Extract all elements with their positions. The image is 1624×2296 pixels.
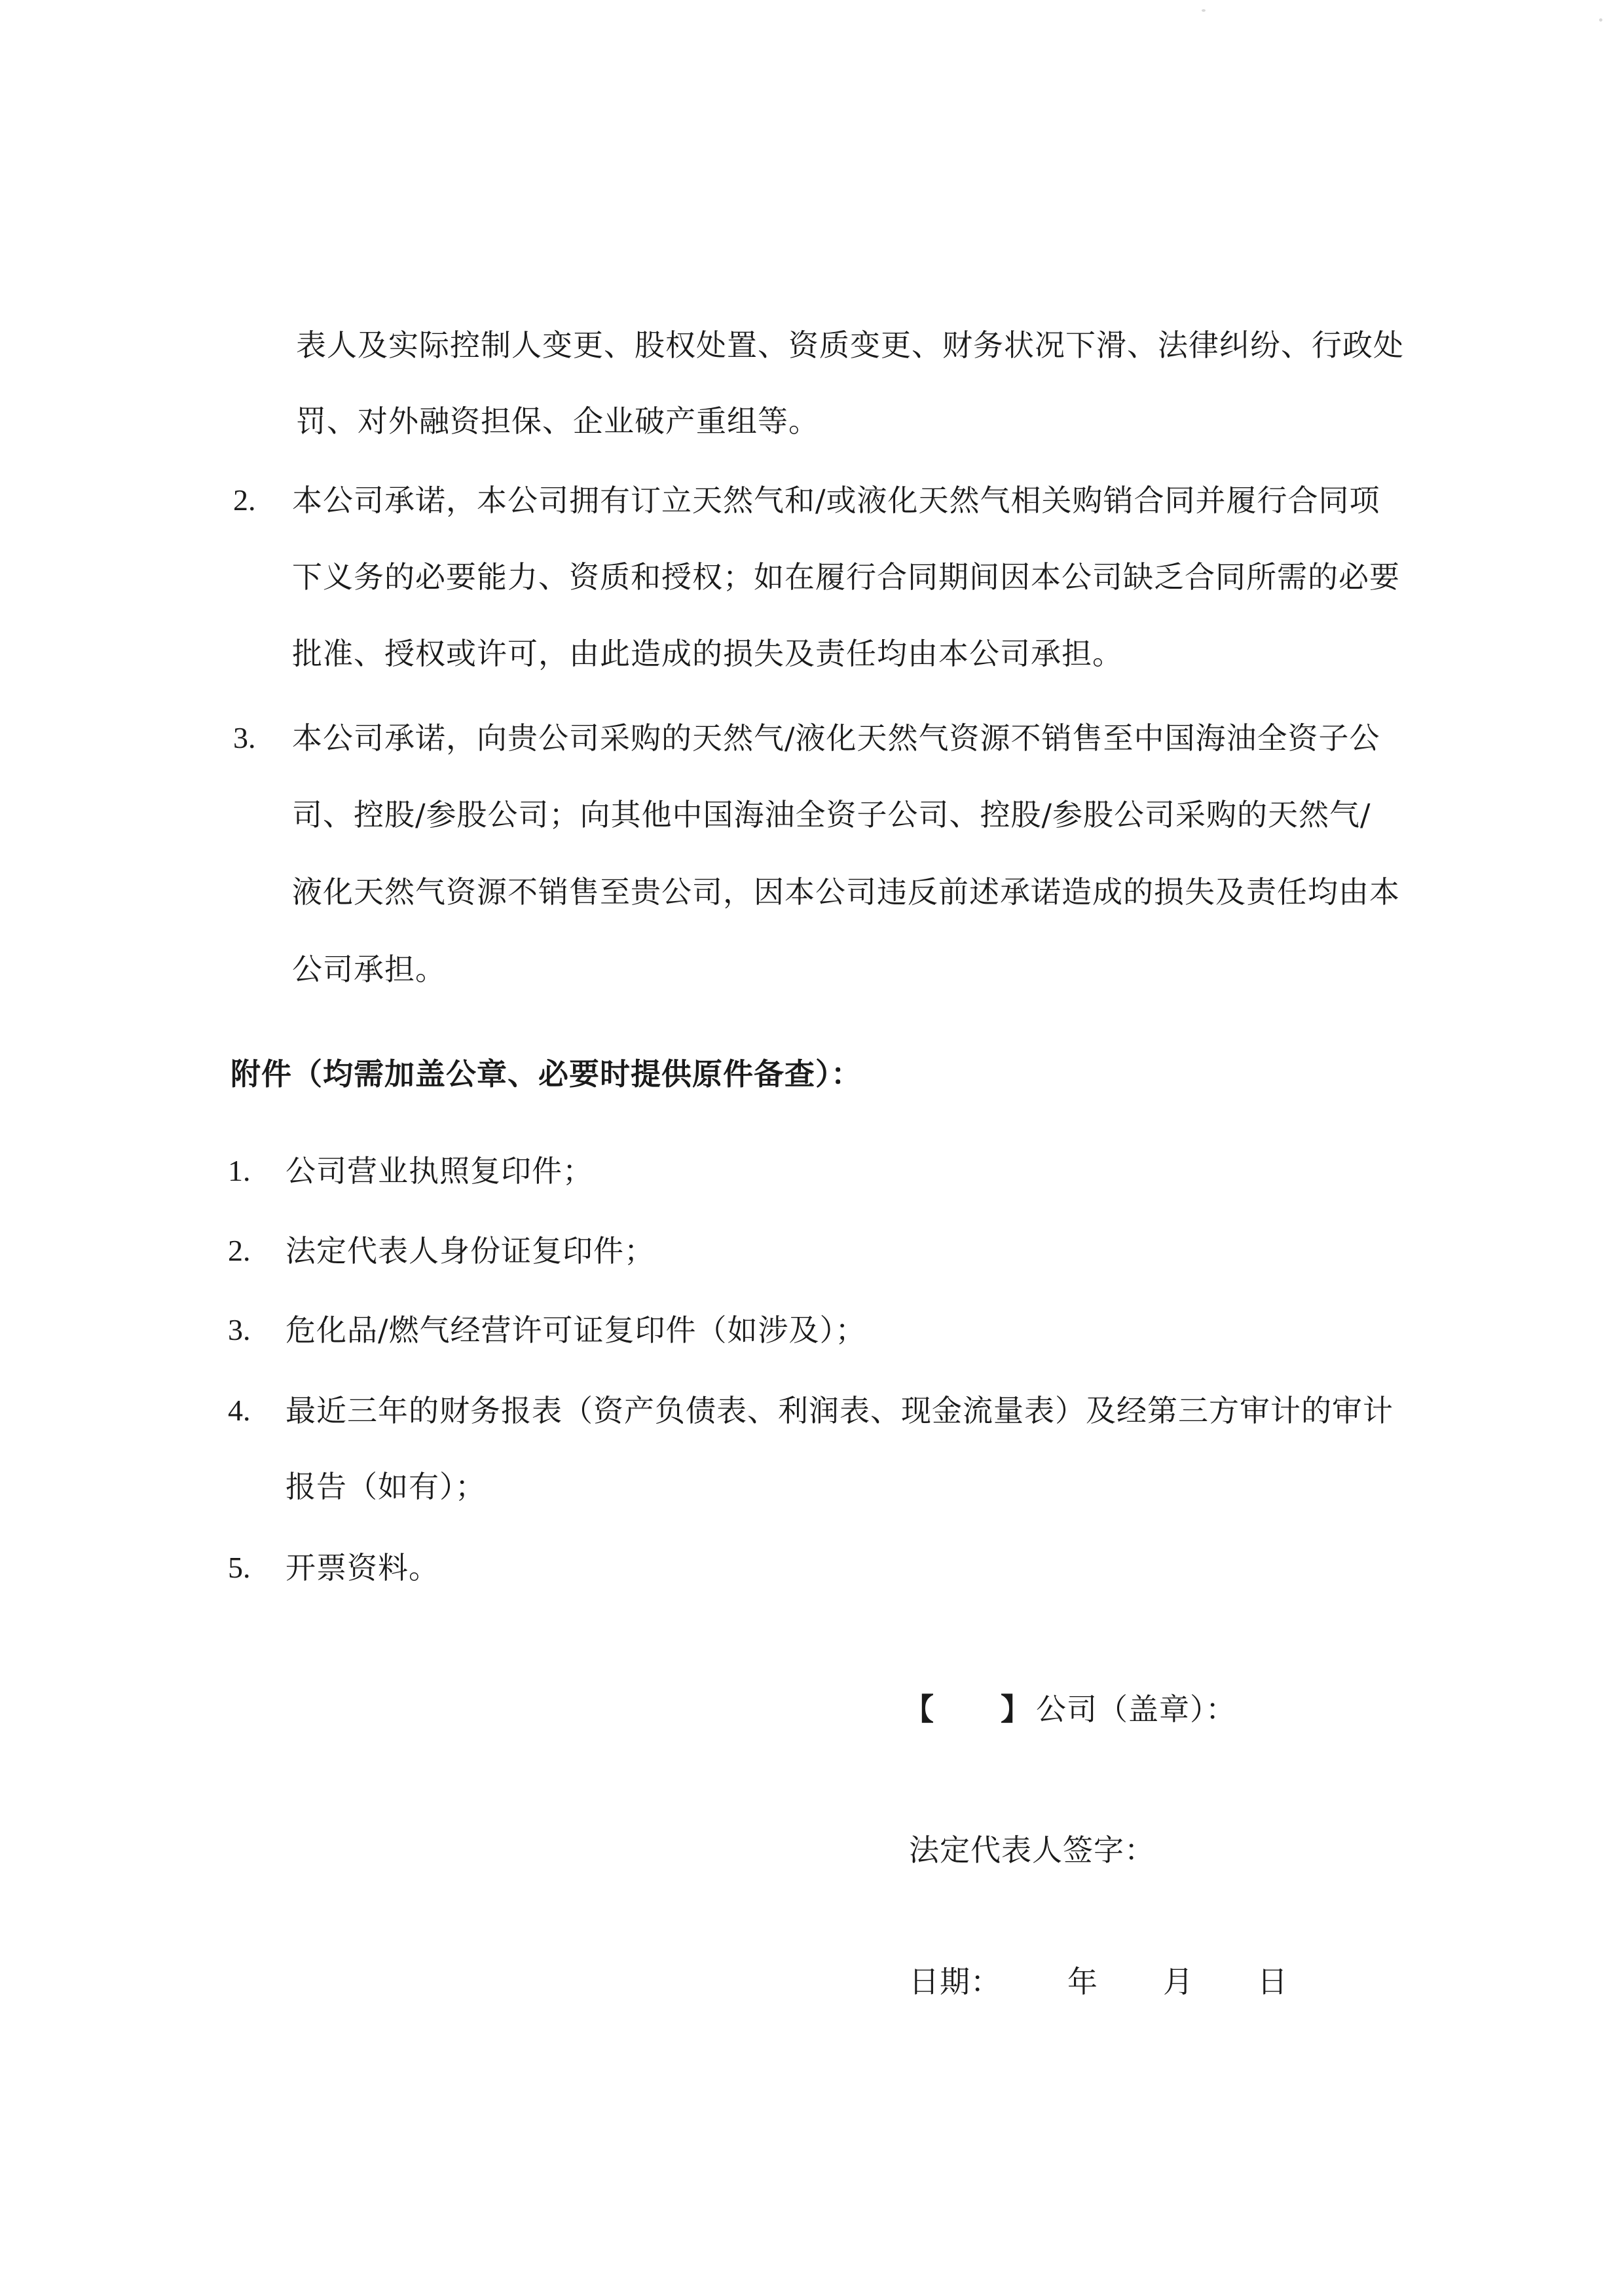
commitment-2-line-2: 下义务的必要能力、资质和授权；如在履行合同期间因本公司缺乏合同所需的必要 xyxy=(292,559,1400,595)
attachment-number: 1. xyxy=(228,1154,251,1187)
commitment-number: 3. xyxy=(233,721,256,754)
commitment-2-line-1: 本公司承诺，本公司拥有订立天然气和/或液化天然气相关购销合同并履行合同项 xyxy=(292,483,1380,518)
company-seal-label: 公司（盖章）： xyxy=(1036,1692,1236,1727)
commitment-3-line-2: 司、控股/参股公司；向其他中国海油全资子公司、控股/参股公司采购的天然气/ xyxy=(292,797,1371,832)
attachments-heading: 附件（均需加盖公章、必要时提供原件备查）： xyxy=(231,1056,862,1092)
attachment-item: 开票资料。 xyxy=(286,1550,439,1585)
date-label: 日期： xyxy=(909,1964,1001,1999)
scan-speck xyxy=(1202,9,1206,12)
attachment-item: 最近三年的财务报表（资产负债表、利润表、现金流量表）及经第三方审计的审计 xyxy=(286,1393,1393,1428)
date-day: 日 xyxy=(1257,1964,1288,1999)
attachment-item: 公司营业执照复印件； xyxy=(286,1153,593,1189)
date-month: 月 xyxy=(1163,1964,1194,1999)
company-bracket-open: 【 xyxy=(904,1692,934,1727)
attachment-number: 5. xyxy=(228,1551,251,1584)
attachment-number: 2. xyxy=(228,1234,251,1267)
attachment-number: 3. xyxy=(228,1313,251,1346)
commitment-number: 2. xyxy=(233,483,256,517)
continuation-line-1: 表人及实际控制人变更、股权处置、资质变更、财务状况下滑、法律纠纷、行政处 xyxy=(296,327,1404,363)
commitment-2-line-3: 批准、授权或许可，由此造成的损失及责任均由本公司承担。 xyxy=(292,636,1123,671)
commitment-3-line-3: 液化天然气资源不销售至贵公司，因本公司违反前述承诺造成的损失及责任均由本 xyxy=(292,874,1400,910)
commitment-3-line-4: 公司承担。 xyxy=(292,952,446,987)
continuation-line-2: 罚、对外融资担保、企业破产重组等。 xyxy=(296,403,819,439)
date-year: 年 xyxy=(1067,1964,1098,1999)
attachment-item: 法定代表人身份证复印件； xyxy=(286,1233,655,1268)
attachment-item: 危化品/燃气经营许可证复印件（如涉及）； xyxy=(286,1312,866,1348)
attachment-number: 4. xyxy=(228,1394,251,1427)
attachment-item-continuation: 报告（如有）； xyxy=(286,1469,486,1504)
commitment-3-line-1: 本公司承诺，向贵公司采购的天然气/液化天然气资源不销售至中国海油全资子公 xyxy=(292,720,1380,756)
legal-rep-signature-label: 法定代表人签字： xyxy=(909,1832,1155,1868)
scan-speck xyxy=(1599,18,1602,22)
company-bracket-close: 】 xyxy=(1001,1692,1031,1727)
